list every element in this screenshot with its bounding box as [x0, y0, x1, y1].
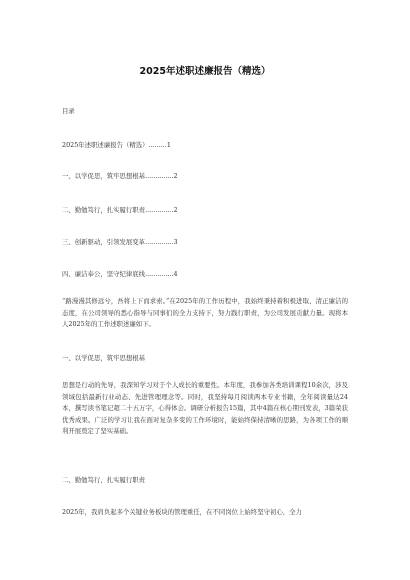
toc-entry-4[interactable]: 三、创新驱动，引领发展变革..............3	[62, 238, 178, 246]
document-title: 2025年述职述廉报告（精选）	[139, 66, 271, 77]
toc-entry-5[interactable]: 四、廉洁奉公，坚守纪律底线..............4	[62, 270, 178, 278]
toc-entry-1[interactable]: 2025年述职述廉报告（精选）.........1	[62, 141, 171, 149]
section-2-paragraph: 2025年，我肩负起多个关键业务板块的管理重任，在不同岗位上始终坚守初心，全力	[62, 508, 302, 516]
section-1-paragraph: 思想是行动的先导，我深知学习对于个人成长的重要性。本年度，我参加各类培训课程10余次，涉及领域包括最新行业动态、先进管理理念等。同时，我坚持每月阅读两本专业书籍，全年阅读量达24本，撰写读书笔记超二十五万字，心得体会。调研分析报告15篇，其中4篇在核心期刊发表，3篇荣获优秀成果。广泛的学习让我在面对复杂多变的工作环境时，能始终保持清晰的思路，为各项工作的顺利开展奠定了坚实基础。	[62, 381, 348, 436]
toc-entry-2[interactable]: 一、以学促思，筑牢思想根基..............2	[62, 172, 178, 180]
toc-entry-3[interactable]: 二、勤勉笃行，扎实履行职责..............2	[62, 206, 178, 214]
section-1-heading: 一、以学促思，筑牢思想根基	[62, 354, 146, 362]
toc-heading: 目录	[62, 107, 75, 115]
section-2-heading: 二、勤勉笃行，扎实履行职责	[62, 476, 146, 484]
intro-paragraph: “路漫漫其修远兮，吾将上下而求索。”在2025年的工作历程中，我始终秉持着积极进取、清正廉洁的态度，在公司领导的悉心指导与同事们的全力支持下，努力践行职责，为公司发展贡献力量。现将本人2025年的工作述职述廉如下。	[62, 297, 348, 329]
